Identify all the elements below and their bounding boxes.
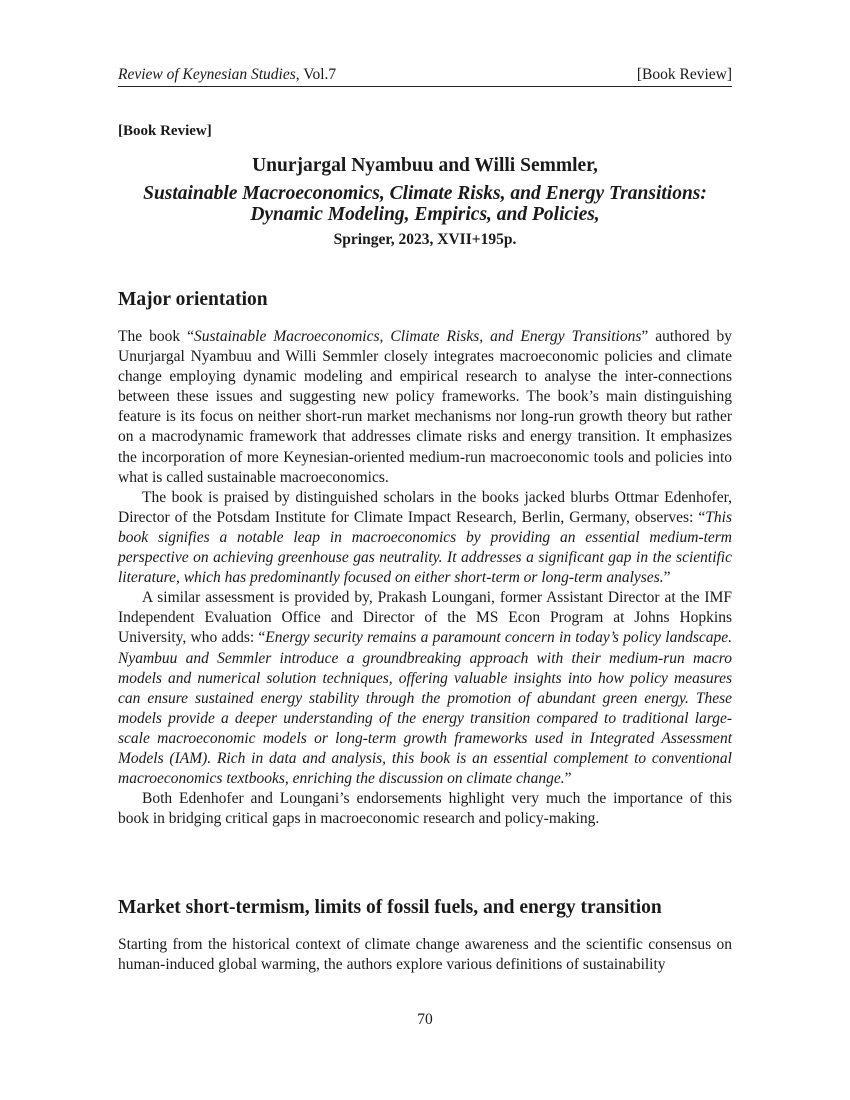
quote-loungani: Energy security remains a paramount concern in today’s policy landscape. Nyambuu and Semmler introduce a groundbreaking approach with their medium-run macro models and numerical solution techniques, offering valuable insights into how policy measures can ensure sustained energy stability through the promotion of abundant green energy. These models provide a deeper understanding of the energy transition compared to traditional large-scale macroeconomic models or long-term growth frameworks used in Integrated Assessment Models (IAM). Rich in data and analysis, this book is an essential complement to conventional macroeconomics textbooks, enriching the discussion on climate change. <box>118 629 732 788</box>
journal-title: Review of Keynesian Studies <box>118 66 296 83</box>
journal-volume: , Vol.7 <box>295 66 337 83</box>
journal-name <box>118 64 336 86</box>
paragraph-text: The book “ <box>118 328 195 345</box>
paragraph <box>118 588 732 789</box>
paragraph-text: ” <box>564 770 572 788</box>
paragraph-text: A similar assessment is provided by, Prakash Loungani, former Assistant Director at the IMF Independent Evaluation Office and Director of the MS Econ Program at Johns Hopkins University, who adds: “ <box>118 589 732 647</box>
paragraph-text: ” <box>663 569 671 587</box>
page-number: 70 <box>417 1011 433 1028</box>
book-authors: Unurjargal Nyambuu and Willi Semmler, <box>252 155 598 176</box>
paragraph <box>118 327 732 488</box>
section-heading-major-orientation: Major orientation <box>118 289 268 310</box>
publication-info: Springer, 2023, XVII+195p. <box>333 231 517 248</box>
paragraph <box>118 488 732 588</box>
quote-edenhofer: This book signifies a notable leap in macroeconomics by providing an essential medium-term perspective on achieving greenhouse gas neutrality. It addresses a significant gap in the scientific literature, which has predominantly focused on either short-term or long-term analyses. <box>118 508 732 587</box>
paragraph-text: The book is praised by distinguished scholars in the books jacked blurbs Ottmar Edenhofer, Director of the Potsdam Institute for Climate Impact Research, Berlin, Germany, observes: “ <box>118 488 732 526</box>
paragraph: Starting from the historical context of climate change awareness and the scientific consensus on human-induced global warming, the authors explore various definitions of sustainability <box>118 936 732 974</box>
running-head-section: [Book Review] <box>636 66 732 83</box>
book-title <box>108 183 742 225</box>
section-body-major-orientation <box>118 327 732 829</box>
section-heading-market-short-termism: Market short-termism, limits of fossil fuels, and energy transition <box>118 897 662 918</box>
book-title-inline: Sustainable Macroeconomics, Climate Risks, and Energy Transitions <box>194 328 642 345</box>
article-label: [Book Review] <box>118 123 212 139</box>
book-title-line-1: Sustainable Macroeconomics, Climate Risks, and Energy Transitions: <box>143 183 707 204</box>
book-title-line-2: Dynamic Modeling, Empirics, and Policies, <box>250 204 600 225</box>
running-head <box>118 64 732 87</box>
paragraph-text: ” authored by Unurjargal Nyambuu and Willi Semmler closely integrates macroeconomic policies and climate change employing dynamic modeling and empirical research to analyse the inter-connections between these issues and suggesting new policy frameworks. The book’s main distinguishing feature is its focus on neither short-run market mechanisms nor long-run growth theory but rather on a macrodynamic framework that addresses climate risks and energy transition. It emphasizes the incorporation of more Keynesian-oriented medium-run macroeconomic tools and policies into what is called sustainable macroeconomics. <box>118 328 733 486</box>
section-body-market-short-termism <box>118 935 732 975</box>
paragraph: Both Edenhofer and Loungani’s endorsements highlight very much the importance of this book in bridging critical gaps in macroeconomic research and policy-making. <box>118 790 732 828</box>
